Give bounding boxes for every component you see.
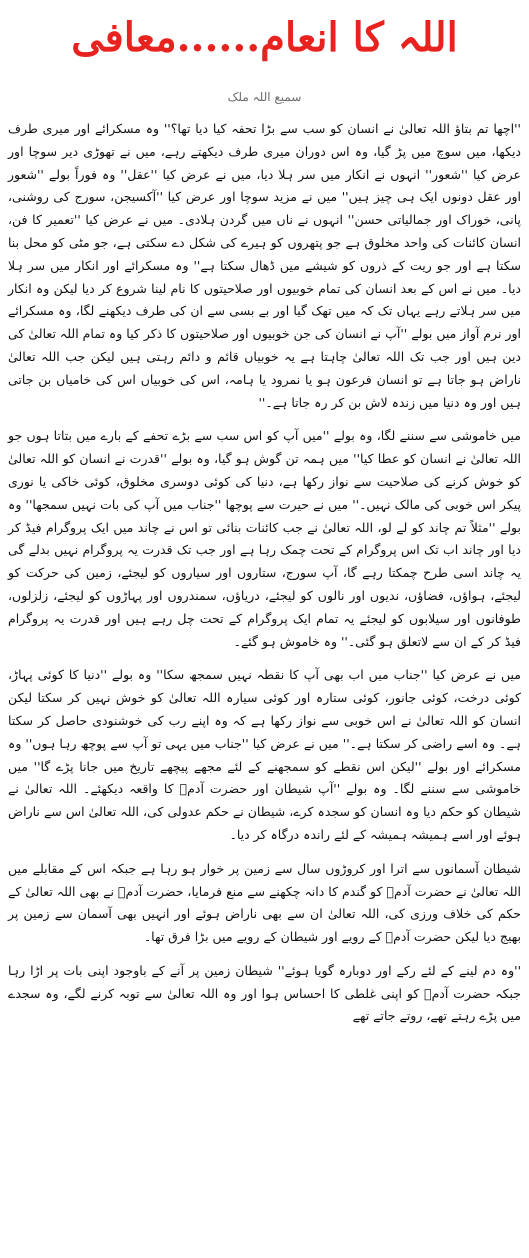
article-body (8, 118, 521, 1028)
paragraph-1: ''اچھا تم بتاؤ اللہ تعالیٰ نے انسان کو سب سے بڑا تحفہ کیا دیا تھا؟'' وہ مسکرائے اور میری طرف دیکھا، میں سوچ میں پڑ گیا، وہ اس دوران میری طرف دیکھتے رہے، میں نے تھوڑی دیر سوچا اور عرض کیا ''شعور'' انہوں نے انکار میں سر ہلا دیا، میں نے عرض کیا ''عقل'' وہ فوراً بولے ''شعور اور عقل دونوں ایک ہی چیز ہیں'' میں نے مزید سوچا اور عرض کیا ''آکسیجن، سورج کی روشنی، پانی، خوراک اور جمالیاتی حسن'' انہوں نے ناں میں گردن ہلادی۔ میں نے عرض کیا ''تعمیر کا فن، انسان کائنات کی واحد مخلوق ہے جو پتھروں کو ہیرے کی شکل دے سکتی ہے، جو مٹی کو محل بنا سکتا ہے اور جو ریت کے ذروں کو شیشے میں ڈھال سکتا ہے'' وہ مسکرائے اور انکار میں سر ہلا دیا۔ میں نے اس کے بعد انسان کی تمام خوبیوں اور صلاحیتوں کا نام لینا شروع کر دیا لیکن وہ انکار میں سر ہلاتے رہے یہاں تک کہ میں تھک گیا اور بے بسی سے ان کی طرف دیکھنے لگا، وہ مسکرائے اور نرم آواز میں بولے ''آپ نے انسان کی جن خوبیوں اور صلاحیتوں کا ذکر کیا وہ تمام اللہ تعالیٰ کی دین ہیں اور جب تک اللہ تعالیٰ چاہتا ہے یہ خوبیاں قائم و دائم رہتی ہیں لیکن جب اللہ تعالیٰ ناراض ہو جاتا ہے تو انسان فرعون ہو یا نمرود یا ہامہ، اس کی خوبیاں اس کی خامیاں بن جاتی ہیں اور وہ دنیا میں زندہ لاش بن کر رہ جاتا ہے۔'' (8, 121, 521, 410)
paragraph-5: ''وہ دم لینے کے لئے رکے اور دوبارہ گویا ہوئے'' شیطان زمین پر آنے کے باوجود اپنی بات پر اڑا رہا جبکہ حضرت آدمؑ کو اپنی غلطی کا احساس ہوا اور وہ اللہ تعالیٰ سے توبہ کرنے لگے، وہ سجدے میں پڑے رہتے تھے، روتے جاتے تھے (8, 962, 521, 1024)
article-title: اللہ کا انعام......معافی (71, 14, 458, 61)
paragraph-3: میں نے عرض کیا ''جناب میں اب بھی آپ کا نقطہ نہیں سمجھ سکا'' وہ بولے ''دنیا کا کوئی پہاڑ، کوئی درخت، کوئی جانور، کوئی ستارہ اور کوئی سیارہ اللہ تعالیٰ کو خوش نہیں کر سکتا لیکن انسان کو اللہ تعالیٰ نے اس خوبی سے نواز رکھا ہے کہ وہ اپنے رب کی خوشنودی حاصل کر سکتا ہے۔ وہ اسے راضی کر سکتا ہے۔'' میں نے عرض کیا ''جناب میں یہی تو آپ سے پوچھ رہا ہوں'' وہ مسکرائے اور بولے ''لیکن اس نقطے کو سمجھنے کے لئے مجھے پیچھے تاریخ میں جانا پڑے گا'' میں خاموشی سے سننے لگا۔ وہ بولے ''آپ شیطان اور حضرت آدمؑ کا واقعہ دیکھئے۔ اللہ تعالیٰ نے شیطان کو حکم دیا وہ انسان کو سجدہ کرے، شیطان نے حکم عدولی کی، اللہ تعالیٰ اس سے ناراض ہوئے اور اسے ہمیشہ ہمیشہ کے لئے راندہ درگاہ کر دیا۔ (8, 667, 521, 842)
author-byline: سمیع اللہ ملک (227, 90, 302, 104)
paragraph-4: شیطان آسمانوں سے اترا اور کروڑوں سال سے زمین پر خوار ہو رہا ہے جبکہ اس کے مقابلے میں اللہ تعالیٰ نے حضرت آدمؑ کو گندم کا دانہ چکھنے سے منع فرمایا، حضرت آدمؑ نے بھی اللہ تعالیٰ کے حکم کی خلاف ورزی کی، اللہ تعالیٰ ان سے بھی ناراض ہوئے اور انہیں بھی آسمان سے زمین پر بھیج دیا لیکن حضرت آدمؑ کے رویے اور شیطان کے رویے میں بڑا فرق تھا۔ (8, 860, 521, 945)
paragraph-2: میں خاموشی سے سننے لگا، وہ بولے ''میں آپ کو اس سب سے بڑے تحفے کے بارے میں بتاتا ہوں جو اللہ تعالیٰ نے انسان کو عطا کیا'' میں ہمہ تن گوش ہو گیا، وہ بولے ''قدرت نے انسان کو اللہ تعالیٰ کو خوش کرنے کی صلاحیت سے نواز رکھا ہے، دنیا کی کوئی دوسری مخلوق، کوئی خاکی یا نوری پیکر اس خوبی کی مالک نہیں۔'' میں نے حیرت سے پوچھا ''جناب میں آپ کی بات نہیں سمجھا'' وہ بولے ''مثلاً تم چاند کو لے لو، اللہ تعالیٰ نے جب کائنات بنائی تو اس نے چاند میں ایک پروگرام فیڈ کر دیا اور چاند اب تک اس پروگرام کے تحت چمک رہا ہے اور جب تک قدرت یہ پروگرام نہیں بدلے گی یہ چاند اسی طرح چمکتا رہے گا، آپ سورج، ستاروں اور سیاروں کو لیجئے، زمین کی حرکت کو لیجئے، ہواؤں، فضاؤں، ندیوں اور نالوں کو لیجئے، دریاؤں، سمندروں اور پہاڑوں کو لیجئے، زلزلوں، طوفانوں اور سیلابوں کو لیجئے یہ تمام ایک پروگرام کے تحت چل رہے ہیں اور قدرت یہ پروگرام فیڈ کر کے ان سے لاتعلق ہو گئی۔'' وہ خاموش ہو گئے۔ (8, 428, 521, 649)
